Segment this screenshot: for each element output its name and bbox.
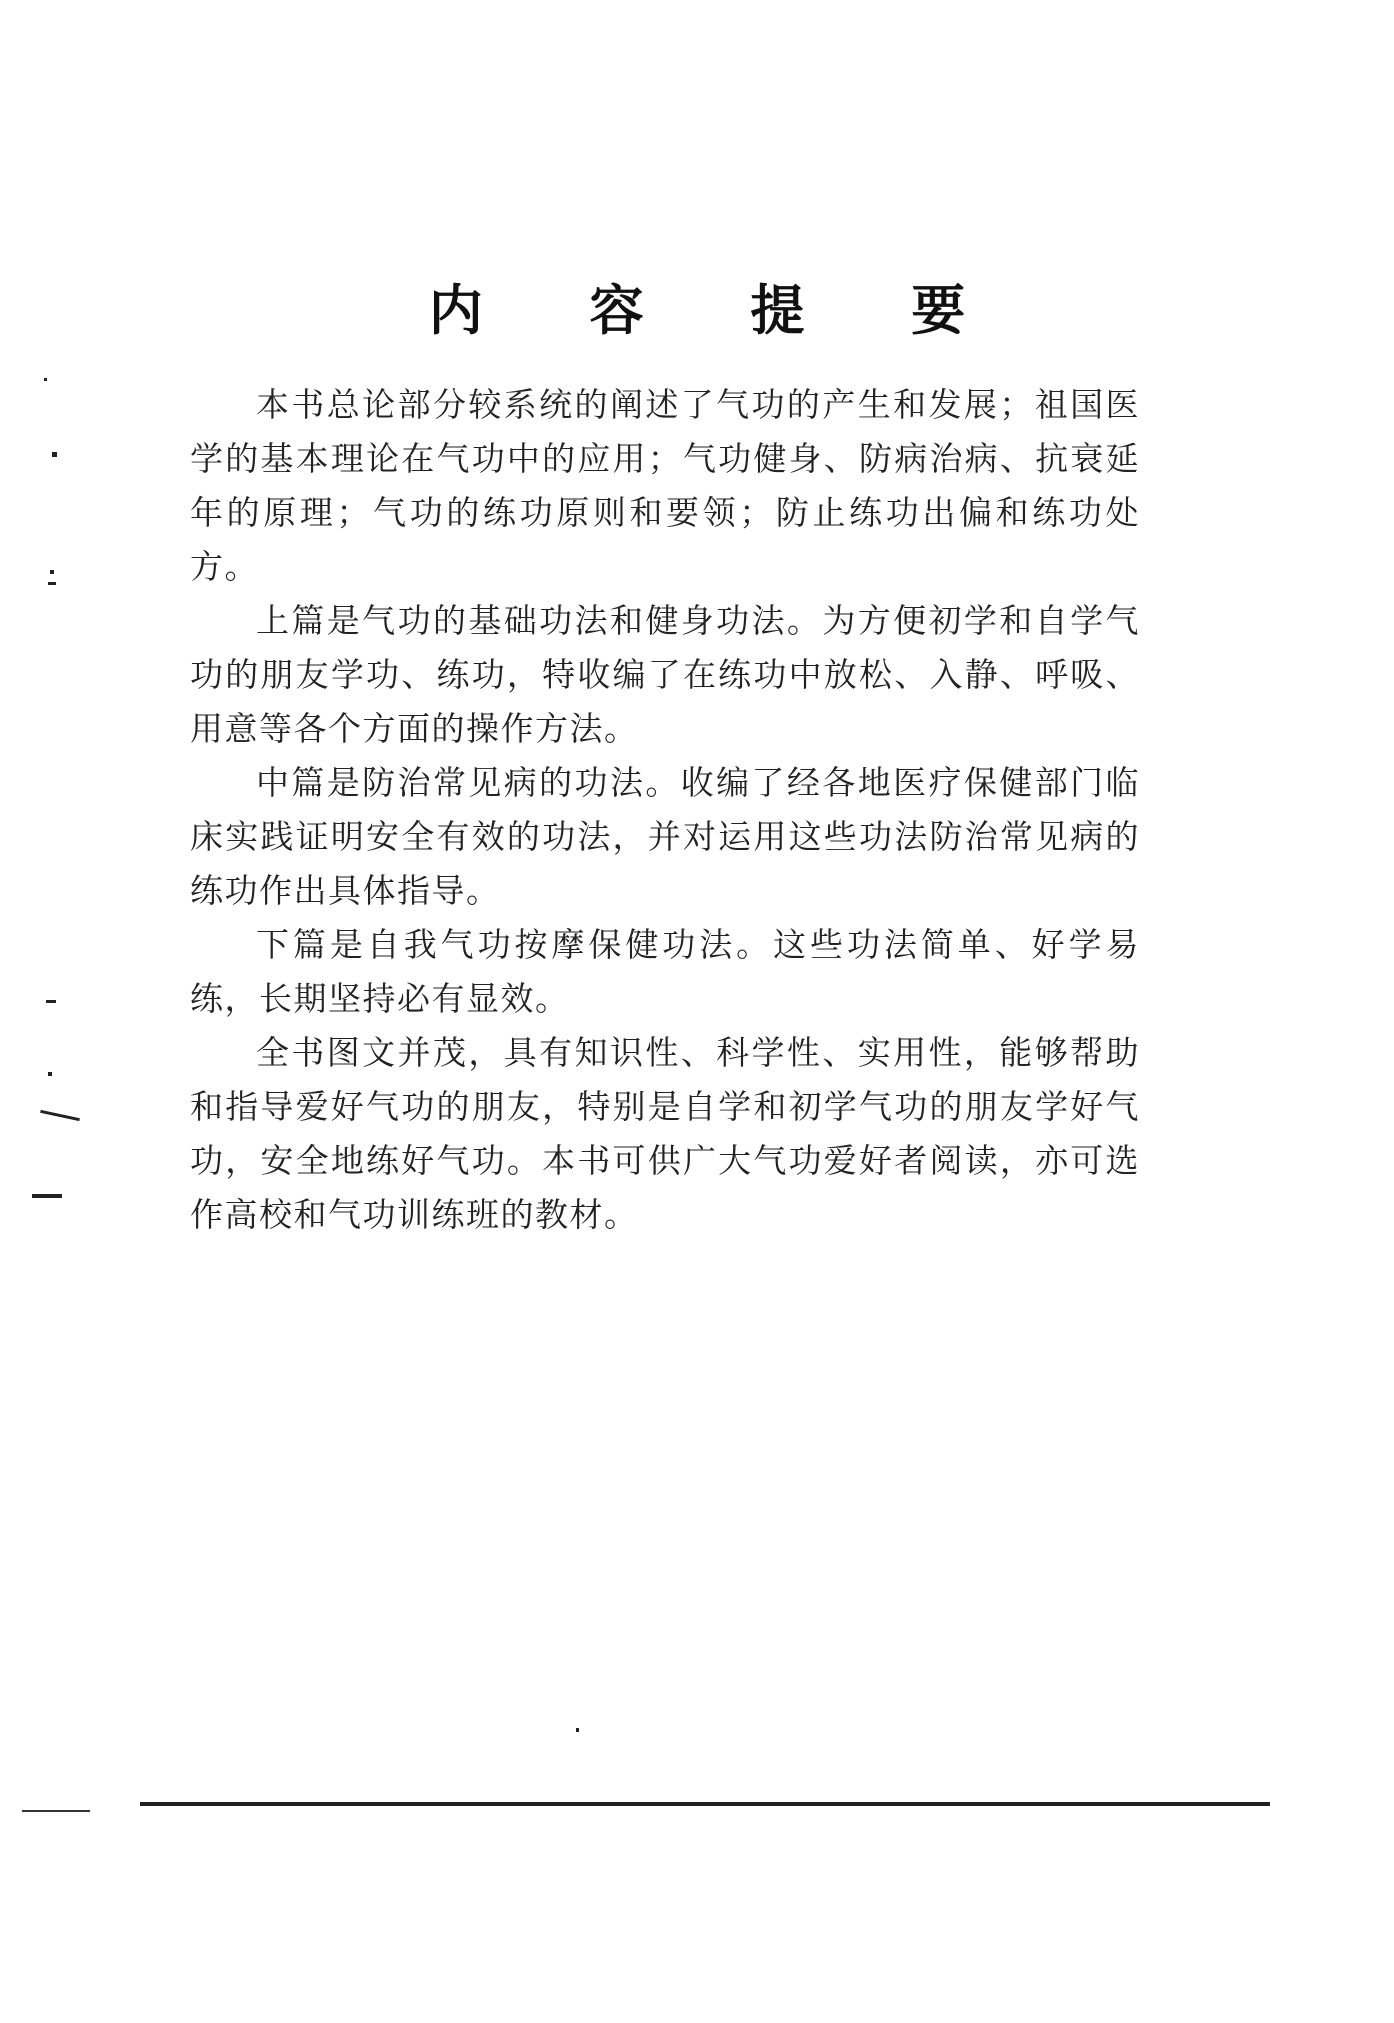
paragraph-conclusion: 全书图文并茂，具有知识性、科学性、实用性，能够帮助和指导爱好气功的朋友，特别是自学和初学气功的朋友学好气功，安全地练好气功。本书可供广大气功爱好者阅读，亦可选作高校和气功训练班的教材。 — [190, 1033, 1140, 1234]
paragraph-overview: 本书总论部分较系统的阐述了气功的产生和发展；祖国医学的基本理论在气功中的应用；气功健身、防病治病、抗衰延年的原理；气功的练功原则和要领；防止练功出偏和练功处方。 — [190, 385, 1140, 586]
scan-mark — [52, 452, 57, 457]
paragraph-part-two: 中篇是防治常见病的功法。收编了经各地医疗保健部门临床实践证明安全有效的功法，并对运用这些功法防治常见病的练功作出具体指导。 — [190, 763, 1140, 910]
bottom-rule — [140, 1802, 1270, 1806]
paragraph-part-three: 下篇是自我气功按摩保健功法。这些功法简单、好学易练，长期坚持必有显效。 — [190, 925, 1140, 1018]
scan-mark — [48, 1072, 52, 1076]
paragraph-part-one: 上篇是气功的基础功法和健身功法。为方便初学和自学气功的朋友学功、练功，特收编了在练功中放松、入静、呼吸、用意等各个方面的操作方法。 — [190, 601, 1140, 748]
scan-mark — [48, 582, 56, 585]
bottom-rule-left — [22, 1810, 90, 1812]
scan-mark — [44, 378, 47, 381]
scan-mark — [576, 1728, 579, 1732]
scan-mark — [32, 1194, 62, 1198]
summary-body — [190, 378, 1140, 1242]
scan-mark — [40, 1110, 80, 1121]
scan-mark — [46, 1000, 56, 1003]
scan-mark — [50, 570, 54, 574]
page-title: 内 容 提 要 — [428, 279, 1010, 342]
